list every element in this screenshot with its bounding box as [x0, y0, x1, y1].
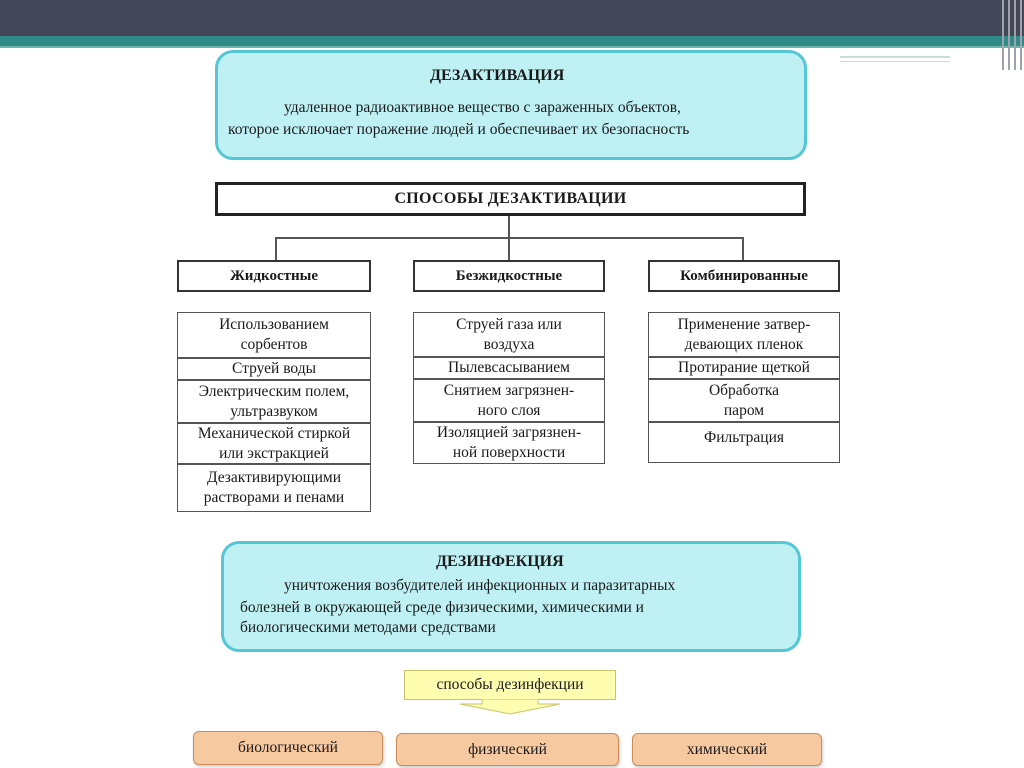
- method-biological: биологический: [193, 731, 383, 765]
- dry-item-isolation-l1: Изоляцией загрязнен-: [436, 424, 582, 441]
- liquid-item-solutions-foams-l1: Дезактивирующими: [206, 469, 342, 486]
- deactivation-definition-panel: [215, 50, 807, 160]
- combined-item-hardening-films: [648, 312, 840, 357]
- liquid-item-mechanical-wash: [177, 423, 371, 464]
- deactivation-methods-header: СПОСОБЫ ДЕЗАКТИВАЦИИ: [215, 182, 806, 216]
- slide-corner-decoration: [998, 0, 1024, 70]
- liquid-item-water-jet-l1: Струей воды: [231, 360, 317, 377]
- category-combined: Комбинированные: [648, 260, 840, 292]
- dry-item-layer-removal: [413, 379, 605, 422]
- combined-item-steam-l1: Обработка: [708, 381, 780, 399]
- disinfection-methods-label: способы дезинфекции: [404, 670, 616, 700]
- deactivation-text-line-2: которое исключает поражение людей и обеспечивает их безопасность: [228, 121, 690, 138]
- combined-item-filtration: [648, 422, 840, 463]
- disinfection-title: ДЕЗИНФЕКЦИЯ: [436, 553, 564, 570]
- combined-item-filtration-l1: Фильтрация: [703, 429, 785, 446]
- category-dry: Безжидкостные: [413, 260, 605, 292]
- method-chemical: химический: [632, 733, 822, 766]
- liquid-item-solutions-foams: [177, 464, 371, 512]
- deactivation-title: ДЕЗАКТИВАЦИЯ: [430, 67, 565, 84]
- slide-accent-line: [0, 46, 1024, 48]
- combined-item-hardening-films-l1: Применение затвер-: [677, 315, 811, 333]
- combined-item-brush-wiping: [648, 357, 840, 379]
- connector-to-combined: [742, 237, 744, 261]
- combined-item-brush-wiping-l1: Протирание щеткой: [678, 359, 810, 376]
- slide-top-bar: [0, 0, 1024, 36]
- combined-item-hardening-films-l2: девающих пленок: [684, 335, 804, 353]
- down-arrow-icon: [452, 699, 568, 715]
- connector-to-liquid: [275, 237, 277, 261]
- connector-to-dry: [508, 237, 510, 261]
- disinfection-definition-panel: [221, 541, 801, 652]
- dry-item-gas-jet-l1: Струей газа или: [456, 315, 562, 333]
- dry-item-layer-removal-l2: ного слоя: [477, 401, 541, 419]
- dry-item-layer-removal-l1: Снятием загрязнен-: [443, 381, 575, 399]
- deactivation-text-line-1: удаленное радиоактивное вещество с зараженных объектов,: [284, 99, 681, 116]
- method-physical: физический: [396, 733, 619, 766]
- liquid-item-sorbents-l1: Использованием: [219, 316, 329, 333]
- disinfection-text-line-3: биологическими методами средствами: [240, 619, 496, 636]
- slide-decor-line-2: [840, 61, 950, 62]
- liquid-item-sorbents-l2: сорбентов: [240, 336, 308, 353]
- connector-vertical-main: [508, 216, 510, 238]
- dry-item-vacuuming-l1: Пылевсасыванием: [448, 359, 570, 376]
- liquid-item-electric-field-l1: Электрическим полем,: [198, 382, 350, 400]
- liquid-item-solutions-foams-l2: растворами и пенами: [203, 489, 345, 506]
- liquid-item-water-jet: [177, 358, 371, 380]
- disinfection-text-line-1: уничтожения возбудителей инфекционных и паразитарных: [284, 577, 676, 594]
- dry-item-gas-jet: [413, 312, 605, 357]
- dry-item-vacuuming: [413, 357, 605, 379]
- liquid-item-electric-field-l2: ультразвуком: [230, 402, 318, 420]
- liquid-item-electric-field: [177, 380, 371, 423]
- liquid-item-sorbents: [177, 312, 371, 358]
- disinfection-text-line-2: болезней в окружающей среде физическими, химическими и: [240, 599, 644, 616]
- combined-item-steam: [648, 379, 840, 422]
- combined-item-steam-l2: паром: [723, 401, 765, 419]
- liquid-item-mechanical-wash-l1: Механической стиркой: [197, 424, 351, 442]
- dry-item-isolation: [413, 422, 605, 464]
- slide-decor-line: [840, 56, 950, 58]
- dry-item-gas-jet-l2: воздуха: [483, 335, 535, 353]
- slide-accent-bar: [0, 36, 1024, 46]
- dry-item-isolation-l2: ной поверхности: [452, 444, 566, 461]
- category-liquid: Жидкостные: [177, 260, 371, 292]
- liquid-item-mechanical-wash-l2: или экстракцией: [219, 444, 329, 462]
